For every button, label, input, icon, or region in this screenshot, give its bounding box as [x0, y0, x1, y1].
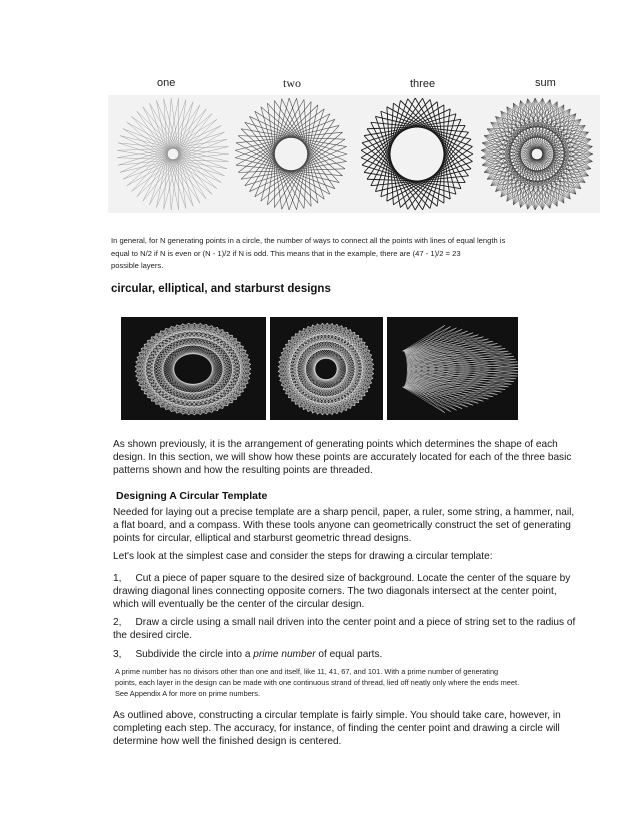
paragraph-line: points for circular, elliptical and starburst geometric thread designs. — [113, 532, 412, 544]
circular-design-photo — [121, 317, 266, 420]
step-3 — [113, 649, 613, 662]
step-line: 2, Draw a circle using a small nail driven into the center point and a piece of string set to the radius of — [113, 617, 576, 628]
step-2 — [113, 617, 613, 643]
starburst-design-photo — [387, 317, 518, 420]
string-art-layers-figure — [108, 95, 600, 213]
figure-label-one: one — [157, 77, 176, 89]
footnote-line: points, each layer in the design can be made with one continuous strand of thread, lied off neatly only where the ends meet. — [115, 678, 520, 687]
string-art-three — [358, 95, 476, 213]
paragraph-line: a flat board, and a compass. With these tools anyone can geometrically construct the set of generating — [113, 519, 571, 531]
intro-text — [111, 235, 611, 273]
paragraph-line: patterns shown and how the resulting points are threaded. — [113, 464, 373, 476]
section-heading: circular, elliptical, and starburst designs — [111, 283, 331, 295]
string-art-two — [232, 95, 350, 213]
step-line: drawing diagonal lines connecting opposite corners. The two diagonals intersect at the center point, — [113, 585, 557, 597]
figure-label-sum: sum — [535, 77, 556, 89]
step-1 — [113, 573, 613, 611]
figure-label-two: two — [283, 76, 301, 90]
intro-line: In general, for N generating points in a circle, the number of ways to connect all the points with lines of equal length is — [111, 236, 506, 245]
paragraph-line: As shown previously, it is the arrangement of generating points which determines the shape of each — [113, 439, 558, 450]
footnote-line: See Appendix A for more on prime numbers. — [115, 689, 261, 698]
step-3-suffix: of equal parts. — [315, 649, 383, 660]
paragraph-intro — [113, 439, 613, 477]
prime-footnote — [115, 666, 615, 699]
figure-label-three: three — [410, 78, 436, 90]
paragraph-line: design. In this section, we will show how these points are accurately located for each of the three basic — [113, 451, 572, 463]
step-3-prefix: 3, Subdivide the circle into a — [113, 649, 254, 660]
step-line: 1, Cut a piece of paper square to the desired size of background. Locate the center of the square by — [113, 573, 571, 584]
string-art-one — [114, 95, 232, 213]
subheading: Designing A Circular Template — [116, 490, 268, 502]
intro-line: equal to N/2 if N is even or (N - 1)/2 if N is odd. This means that in the example, there are (47 - 1)/2 = 23 — [111, 248, 461, 258]
paragraph-tools — [113, 507, 613, 545]
intro-line: possible layers. — [111, 261, 164, 270]
step-line: the desired circle. — [113, 629, 193, 641]
paragraph-line: Needed for laying out a precise template are a sharp pencil, paper, a ruler, some string, a hammer, nail, — [113, 507, 575, 518]
step-3-emphasis: prime number — [253, 649, 316, 660]
footnote-line: A prime number has no divisors other than one and itself, like 11, 41, 67, and 101. With a prime number of generating — [115, 667, 499, 676]
paragraph-line: determine how well the finished design is centered. — [113, 735, 342, 747]
step-line: which will eventually be the center of the circular design. — [113, 598, 365, 610]
paragraph-steps-intro: Let's look at the simplest case and consider the steps for drawing a circular template: — [113, 551, 493, 562]
string-art-sum — [478, 95, 596, 213]
paragraph-line: As outlined above, constructing a circular template is fairly simple. You should take care, however, in — [113, 710, 561, 721]
elliptical-design-photo — [270, 317, 383, 420]
paragraph-accuracy — [113, 710, 613, 748]
paragraph-line: completing each step. The accuracy, for instance, of finding the center point and drawing a circle will — [113, 722, 560, 734]
